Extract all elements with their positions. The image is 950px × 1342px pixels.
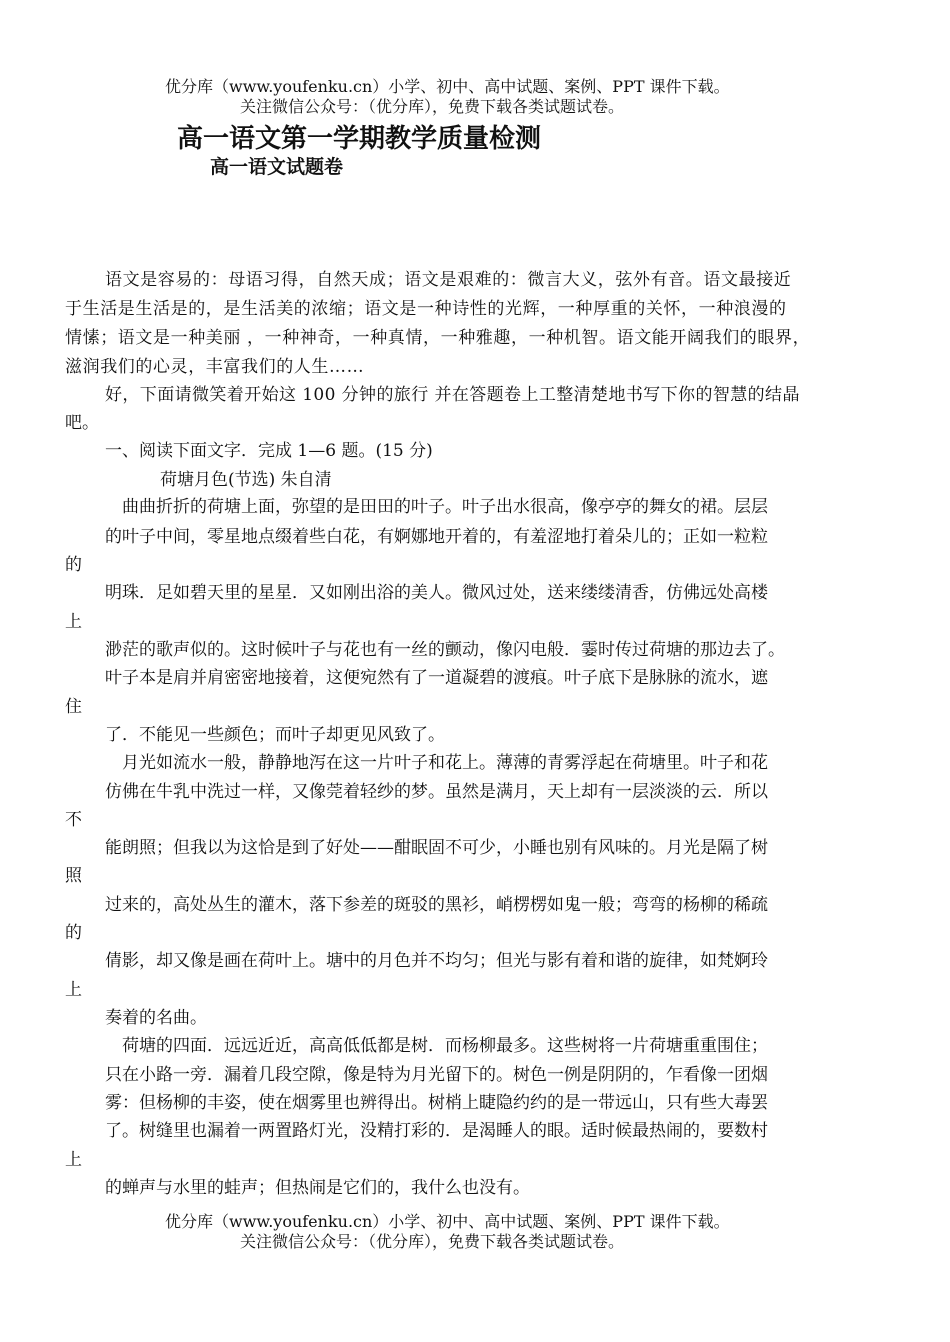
article-title: 荷塘月色(节选) 朱自清 xyxy=(160,470,332,490)
body-line: 上 xyxy=(65,980,82,1000)
body-line: 曲曲折折的荷塘上面，弥望的是田田的叶子。叶子出水很高，像亭亭的舞女的裙。层层 xyxy=(122,497,768,517)
body-line: 的 xyxy=(65,923,82,943)
intro-line: 好，下面请微笑着开始这 100 分钟的旅行 并在答题卷上工整清楚地书写下你的智慧的结晶 xyxy=(105,385,800,405)
body-line: 的 xyxy=(65,555,82,575)
body-line: 过来的，高处丛生的灌木，落下参差的斑驳的黑衫，峭楞楞如鬼一般；弯弯的杨柳的稀疏 xyxy=(105,895,768,915)
body-line: 渺茫的歌声似的。这时候叶子与花也有一丝的颤动，像闪电般．霎时传过荷塘的那边去了。 xyxy=(105,640,785,660)
body-line: 住 xyxy=(65,697,82,717)
body-line: 只在小路一旁．漏着几段空隙，像是特为月光留下的。树色一例是阴阴的，乍看像一团烟 xyxy=(105,1065,768,1085)
page-subtitle: 高一语文试题卷 xyxy=(210,156,344,178)
body-line: 不 xyxy=(65,810,82,830)
body-line: 荷塘的四面．远远近近，高高低低都是树．而杨柳最多。这些树将一片荷塘重重围住； xyxy=(122,1036,768,1056)
intro-line: 情愫；语文是一种美丽 ，一种神奇，一种真情，一种雅趣，一种机智。语文能开阔我们的眼界， xyxy=(65,328,811,348)
body-line: 了。树缝里也漏着一两置路灯光，没精打彩的．是渴睡人的眼。适时候最热闹的，要数村 xyxy=(105,1121,768,1141)
body-line: 叶子本是肩并肩密密地接着，这便宛然有了一道凝碧的渡痕。叶子底下是脉脉的流水，遮 xyxy=(105,668,768,688)
page-title: 高一语文第一学期教学质量检测 xyxy=(177,124,542,154)
body-line: 的蝉声与水里的蛙声；但热闹是它们的，我什么也没有。 xyxy=(105,1178,530,1198)
body-line: 上 xyxy=(65,1150,82,1170)
intro-line: 语文是容易的：母语习得，自然天成；语文是艰难的：微言大义，弦外有音。语文最接近 xyxy=(105,270,792,290)
intro-line: 于生活是生活是的，是生活美的浓缩；语文是一种诗性的光辉，一种厚重的关怀，一种浪漫的 xyxy=(65,299,787,319)
body-line: 月光如流水一般，静静地泻在这一片叶子和花上。薄薄的青雾浮起在荷塘里。叶子和花 xyxy=(122,753,768,773)
body-line: 倩影，却又像是画在荷叶上。塘中的月色并不均匀；但光与影有着和谐的旋律，如梵婀玲 xyxy=(105,951,768,971)
body-line: 明珠．足如碧天里的星星．又如刚出浴的美人。微风过处，送来缕缕清香，仿佛远处高楼 xyxy=(105,583,768,603)
intro-line: 吧。 xyxy=(65,413,99,433)
footer-line-2: 关注微信公众号：（优分库），免费下载各类试题试卷。 xyxy=(240,1232,625,1251)
header-line-2: 关注微信公众号：（优分库），免费下载各类试题试卷。 xyxy=(240,97,625,116)
footer-line-1: 优分库（www.youfenku.cn）小学、初中、高中试题、案例、PPT 课件下载。 xyxy=(165,1212,730,1231)
header-line-1: 优分库（www.youfenku.cn）小学、初中、高中试题、案例、PPT 课件下载。 xyxy=(165,77,730,96)
body-line: 的叶子中间，零星地点缀着些白花，有婀娜地开着的，有羞涩地打着朵儿的；正如一粒粒 xyxy=(105,527,768,547)
body-line: 照 xyxy=(65,866,82,886)
intro-line: 滋润我们的心灵，丰富我们的人生…… xyxy=(65,357,365,377)
section-heading: 一、阅读下面文字．完成 1—6 题。(15 分) xyxy=(105,441,433,461)
body-line: 雾：但杨柳的丰姿，使在烟雾里也辨得出。树梢上睫隐约约的是一带远山，只有些大毒罢 xyxy=(105,1093,768,1113)
body-line: 能朗照；但我以为这恰是到了好处——酣眠固不可少，小睡也别有风味的。月光是隔了树 xyxy=(105,838,768,858)
body-line: 上 xyxy=(65,612,82,632)
body-line: 了．不能见一些颜色；而叶子却更见风致了。 xyxy=(105,725,445,745)
body-line: 奏着的名曲。 xyxy=(105,1008,207,1028)
body-line: 仿佛在牛乳中洗过一样，又像莞着轻纱的梦。虽然是满月，天上却有一层淡淡的云．所以 xyxy=(105,782,768,802)
